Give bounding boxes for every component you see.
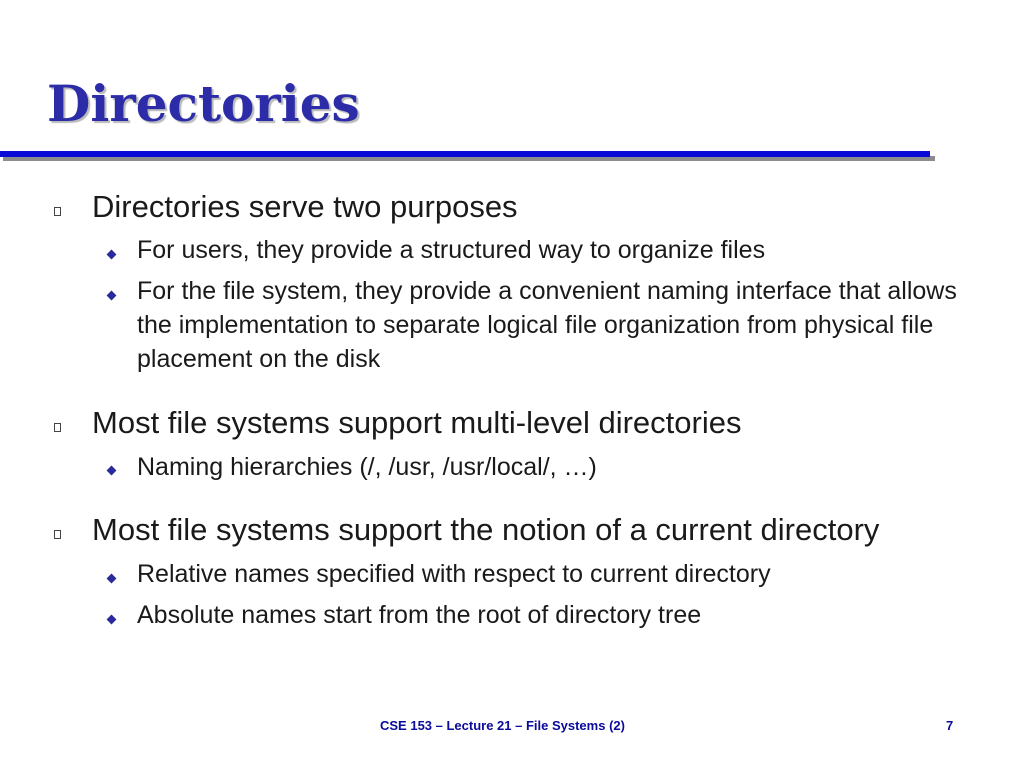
bullet-3-text: Most file systems support the notion of a current directory: [92, 512, 880, 547]
diamond-bullet-icon: [107, 466, 117, 476]
bullet-2-subitem-1: Naming hierarchies (/, /usr, /usr/local/, …): [137, 453, 597, 481]
bullet-1-subitem-1: For users, they provide a structured way to organize files: [137, 236, 766, 264]
diamond-bullet-icon: [107, 250, 117, 260]
bullet-3-subitem-2: Absolute names start from the root of directory tree: [137, 601, 702, 629]
slide-footer: CSE 153 – Lecture 21 – File Systems (2): [380, 718, 625, 733]
bullet-1-text: Directories serve two purposes: [92, 189, 518, 224]
diamond-bullet-icon: [107, 574, 117, 584]
diamond-bullet-icon: [107, 291, 117, 301]
diamond-bullet-icon: [107, 615, 117, 625]
square-bullet-icon: [54, 207, 61, 216]
bullet-1-subitem-2: For the file system, they provide a convenient naming interface that allows the implementation to separate logical file organization from physical file placement on the disk: [137, 277, 957, 373]
slide-title: Directories: [47, 74, 360, 133]
bullet-3-subitem-1: Relative names specified with respect to current directory: [137, 560, 771, 588]
bullet-2-text: Most file systems support multi-level directories: [92, 405, 742, 440]
square-bullet-icon: [54, 423, 61, 432]
square-bullet-icon: [54, 530, 61, 539]
page-number: 7: [946, 718, 954, 733]
title-rule: [0, 151, 930, 157]
